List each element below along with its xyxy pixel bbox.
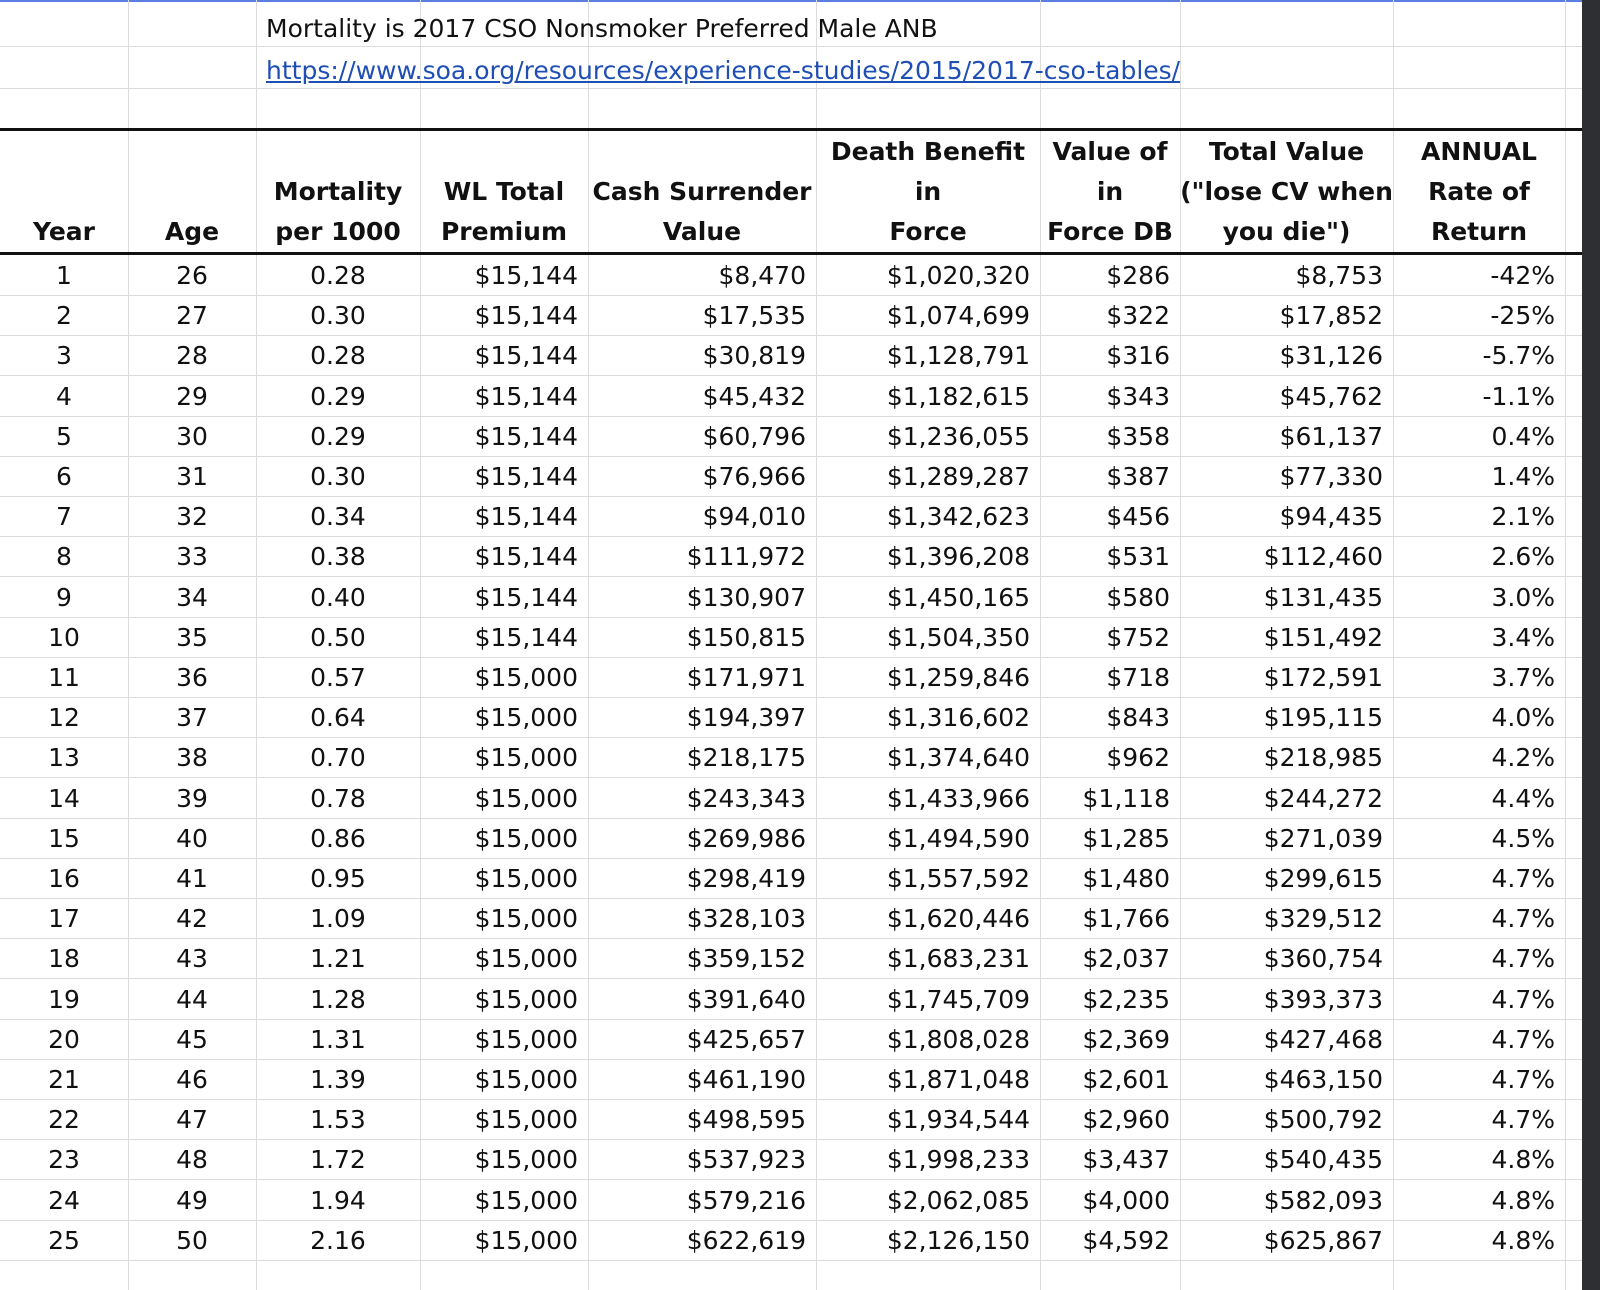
cell-total-value[interactable]: $94,435 [1279,502,1383,532]
cell-mortality[interactable]: 1.39 [310,1065,366,1094]
table-row [0,938,1582,979]
cell-cash-surrender[interactable]: $150,815 [686,622,806,652]
cell-premium[interactable]: $15,000 [474,984,578,1014]
cell-annual-return[interactable]: -25% [1490,301,1555,331]
cell-value-in-force-db[interactable]: $387 [1106,462,1170,491]
cell-cash-surrender[interactable]: $94,010 [702,502,806,532]
cell-age[interactable]: 47 [176,1105,208,1135]
cell-premium[interactable]: $15,000 [474,944,578,974]
cell-total-value[interactable]: $299,615 [1263,864,1383,893]
cell-year[interactable]: 2 [56,301,72,331]
cell-death-benefit[interactable]: $1,074,699 [886,301,1030,331]
cell-annual-return[interactable]: 4.7% [1491,864,1555,893]
cell-cash-surrender[interactable]: $218,175 [686,743,806,773]
cell-mortality[interactable]: 1.21 [310,944,366,974]
cell-total-value[interactable]: $17,852 [1279,301,1383,331]
cell-cash-surrender[interactable]: $328,103 [686,904,806,934]
cell-year[interactable]: 21 [48,1065,80,1094]
cell-age[interactable]: 34 [176,582,208,612]
table-row [0,1099,1582,1140]
cell-year[interactable]: 10 [48,622,80,652]
cell-value-in-force-db[interactable]: $286 [1106,261,1170,290]
cell-annual-return[interactable]: 4.7% [1491,1065,1555,1094]
cell-total-value[interactable]: $427,468 [1263,1024,1383,1054]
cell-value-in-force-db[interactable]: $3,437 [1082,1145,1170,1175]
table-row [0,979,1582,1020]
cell-age[interactable]: 33 [176,542,208,572]
cell-year[interactable]: 14 [48,783,80,813]
cell-year[interactable]: 23 [48,1145,80,1175]
table-row [0,737,1582,778]
cell-year[interactable]: 12 [48,703,80,733]
cell-cash-surrender[interactable]: $269,986 [686,823,806,853]
cell-annual-return[interactable]: -1.1% [1482,381,1555,411]
cell-year[interactable]: 20 [48,1024,80,1054]
cell-year[interactable]: 11 [48,663,80,692]
cell-year[interactable]: 16 [48,864,80,893]
cell-mortality[interactable]: 0.86 [310,823,366,853]
cell-year[interactable]: 18 [48,944,80,974]
cell-total-value[interactable]: $131,435 [1263,582,1383,612]
cell-total-value[interactable]: $8,753 [1295,261,1383,290]
cell-age[interactable]: 37 [176,703,208,733]
table-row [0,1059,1582,1100]
cell-death-benefit[interactable]: $1,236,055 [886,421,1030,451]
cell-value-in-force-db[interactable]: $2,369 [1082,1024,1170,1054]
cell-mortality[interactable]: 0.50 [310,622,366,652]
cell-cash-surrender[interactable]: $461,190 [686,1065,806,1094]
cell-total-value[interactable]: $112,460 [1263,542,1383,572]
window-edge [1582,0,1600,1290]
cell-age[interactable]: 40 [176,823,208,853]
cell-premium[interactable]: $15,000 [474,703,578,733]
cell-premium[interactable]: $15,000 [474,783,578,813]
cell-cash-surrender[interactable]: $194,397 [686,703,806,733]
sheet-top-border [0,0,1582,2]
sheet-title-note: Mortality is 2017 CSO Nonsmoker Preferred Male ANB [266,14,938,43]
cell-total-value[interactable]: $61,137 [1279,421,1383,451]
cell-cash-surrender[interactable]: $8,470 [718,261,806,290]
cell-value-in-force-db[interactable]: $4,000 [1082,1185,1170,1215]
cell-annual-return[interactable]: 4.8% [1491,1185,1555,1215]
cell-mortality[interactable]: 0.95 [310,864,366,893]
cell-death-benefit[interactable]: $1,620,446 [886,904,1030,934]
cell-premium[interactable]: $15,144 [474,381,578,411]
cell-cash-surrender[interactable]: $60,796 [702,421,806,451]
cell-death-benefit[interactable]: $1,374,640 [886,743,1030,773]
cell-mortality[interactable]: 1.28 [310,984,366,1014]
table-row [0,617,1582,658]
cell-value-in-force-db[interactable]: $2,601 [1082,1065,1170,1094]
cell-death-benefit[interactable]: $1,450,165 [886,582,1030,612]
table-row [0,898,1582,939]
table-header-row [0,131,1582,252]
cell-total-value[interactable]: $195,115 [1263,703,1383,733]
cell-age[interactable]: 26 [176,261,208,290]
table-row [0,376,1582,417]
cell-death-benefit[interactable]: $1,396,208 [886,542,1030,572]
cell-mortality[interactable]: 0.28 [310,341,366,371]
cell-annual-return[interactable]: 1.4% [1491,462,1555,491]
cell-death-benefit[interactable]: $1,683,231 [886,944,1030,974]
cell-premium[interactable]: $15,144 [474,622,578,652]
cell-year[interactable]: 25 [48,1225,80,1255]
cell-value-in-force-db[interactable]: $962 [1106,743,1170,773]
cell-year[interactable]: 7 [56,502,72,532]
cell-annual-return[interactable]: 4.7% [1491,1024,1555,1054]
cell-death-benefit[interactable]: $2,062,085 [886,1185,1030,1215]
table-row [0,577,1582,618]
cell-annual-return[interactable]: 4.7% [1491,984,1555,1014]
cell-total-value[interactable]: $393,373 [1263,984,1383,1014]
cell-value-in-force-db[interactable]: $456 [1106,502,1170,532]
column-header-death-benefit[interactable]: Death Benefit in Force [830,137,1026,246]
table-row [0,536,1582,577]
cell-age[interactable]: 27 [176,301,208,331]
cell-age[interactable]: 30 [176,421,208,451]
cell-death-benefit[interactable]: $1,504,350 [886,622,1030,652]
cell-death-benefit[interactable]: $1,808,028 [886,1024,1030,1054]
table-row [0,255,1582,296]
cell-mortality[interactable]: 0.29 [310,381,366,411]
cell-age[interactable]: 43 [176,944,208,974]
cell-premium[interactable]: $15,000 [474,1145,578,1175]
cell-value-in-force-db[interactable]: $1,285 [1082,823,1170,853]
cell-death-benefit[interactable]: $1,259,846 [886,663,1030,692]
cell-mortality[interactable]: 0.28 [310,261,366,290]
table-row [0,1019,1582,1060]
cell-mortality[interactable]: 1.72 [310,1145,366,1175]
cell-year[interactable]: 22 [48,1105,80,1135]
cell-premium[interactable]: $15,144 [474,341,578,371]
cell-year[interactable]: 3 [56,341,72,371]
cell-value-in-force-db[interactable]: $1,118 [1082,783,1170,813]
cell-annual-return[interactable]: 4.5% [1491,823,1555,853]
cell-annual-return[interactable]: 2.1% [1491,502,1555,532]
cell-value-in-force-db[interactable]: $752 [1106,622,1170,652]
cell-premium[interactable]: $15,144 [474,421,578,451]
cell-death-benefit[interactable]: $1,020,320 [886,261,1030,290]
cell-year[interactable]: 19 [48,984,80,1014]
cell-year[interactable]: 1 [56,261,72,290]
cell-cash-surrender[interactable]: $391,640 [686,984,806,1014]
cell-age[interactable]: 41 [176,864,208,893]
cell-total-value[interactable]: $244,272 [1263,783,1383,813]
cell-year[interactable]: 15 [48,823,80,853]
cell-value-in-force-db[interactable]: $1,766 [1082,904,1170,934]
cell-value-in-force-db[interactable]: $2,037 [1082,944,1170,974]
cell-age[interactable]: 36 [176,663,208,692]
cell-premium[interactable]: $15,000 [474,823,578,853]
cell-annual-return[interactable]: 3.7% [1491,663,1555,692]
cell-cash-surrender[interactable]: $359,152 [686,944,806,974]
cell-value-in-force-db[interactable]: $531 [1106,542,1170,572]
table-row [0,335,1582,376]
cell-mortality[interactable]: 1.31 [310,1024,366,1054]
cell-premium[interactable]: $15,000 [474,1225,578,1255]
table-row [0,456,1582,497]
cell-mortality[interactable]: 1.53 [310,1105,366,1135]
cell-value-in-force-db[interactable]: $843 [1106,703,1170,733]
cell-age[interactable]: 38 [176,743,208,773]
cell-total-value[interactable]: $172,591 [1263,663,1383,692]
cell-total-value[interactable]: $77,330 [1279,462,1383,491]
table-row [0,1180,1582,1221]
table-row [0,657,1582,698]
cell-annual-return[interactable]: -5.7% [1482,341,1555,371]
cell-age[interactable]: 35 [176,622,208,652]
cell-premium[interactable]: $15,144 [474,462,578,491]
cell-death-benefit[interactable]: $1,871,048 [886,1065,1030,1094]
table-row [0,496,1582,537]
cell-premium[interactable]: $15,000 [474,1024,578,1054]
cell-death-benefit[interactable]: $1,998,233 [886,1145,1030,1175]
cell-age[interactable]: 32 [176,502,208,532]
cell-age[interactable]: 28 [176,341,208,371]
cell-age[interactable]: 31 [176,462,208,491]
cell-premium[interactable]: $15,000 [474,904,578,934]
cell-year[interactable]: 17 [48,904,80,934]
cell-mortality[interactable]: 0.64 [310,703,366,733]
column-header-mortality[interactable]: Mortality per 1000 [273,177,403,246]
cell-cash-surrender[interactable]: $622,619 [686,1225,806,1255]
table-row [0,295,1582,336]
cell-total-value[interactable]: $500,792 [1263,1105,1383,1135]
cell-year[interactable]: 13 [48,743,80,773]
cell-death-benefit[interactable]: $1,128,791 [886,341,1030,371]
table-row [0,1220,1582,1261]
cell-mortality[interactable]: 0.30 [310,301,366,331]
column-header-value-in-force-db[interactable]: Value of in Force DB [1047,137,1173,246]
cell-cash-surrender[interactable]: $30,819 [702,341,806,371]
cell-cash-surrender[interactable]: $171,971 [686,663,806,692]
cell-death-benefit[interactable]: $2,126,150 [886,1225,1030,1255]
cell-cash-surrender[interactable]: $130,907 [686,582,806,612]
cell-annual-return[interactable]: 4.2% [1491,743,1555,773]
cell-death-benefit[interactable]: $1,557,592 [886,864,1030,893]
cell-total-value[interactable]: $540,435 [1263,1145,1383,1175]
cell-age[interactable]: 44 [176,984,208,1014]
cell-age[interactable]: 39 [176,783,208,813]
cell-total-value[interactable]: $218,985 [1263,743,1383,773]
column-header-premium[interactable]: WL Total Premium [440,177,568,246]
cell-age[interactable]: 42 [176,904,208,934]
cell-mortality[interactable]: 0.30 [310,462,366,491]
row-gridline [0,46,1582,47]
source-link[interactable]: https://www.soa.org/resources/experience-studies/2015/2017-cso-tables/ [266,56,1181,85]
table-row [0,858,1582,899]
cell-total-value[interactable]: $463,150 [1263,1065,1383,1094]
cell-cash-surrender[interactable]: $45,432 [702,381,806,411]
cell-cash-surrender[interactable]: $579,216 [686,1185,806,1215]
cell-death-benefit[interactable]: $1,745,709 [886,984,1030,1014]
cell-annual-return[interactable]: -42% [1490,261,1555,290]
cell-cash-surrender[interactable]: $298,419 [686,864,806,893]
cell-death-benefit[interactable]: $1,433,966 [886,783,1030,813]
cell-value-in-force-db[interactable]: $718 [1106,663,1170,692]
column-header-total-value[interactable]: Total Value ("lose CV when you die") [1180,137,1393,246]
cell-death-benefit[interactable]: $1,316,602 [886,703,1030,733]
column-header-annual-return[interactable]: ANNUAL Rate of Return [1420,137,1537,246]
cell-value-in-force-db[interactable]: $358 [1106,421,1170,451]
column-header-age[interactable]: Age [164,217,220,246]
cell-value-in-force-db[interactable]: $343 [1106,381,1170,411]
cell-premium[interactable]: $15,144 [474,582,578,612]
cell-cash-surrender[interactable]: $243,343 [686,783,806,813]
cell-mortality[interactable]: 0.78 [310,783,366,813]
cell-mortality[interactable]: 0.29 [310,421,366,451]
cell-premium[interactable]: $15,000 [474,1105,578,1135]
cell-total-value[interactable]: $329,512 [1263,904,1383,934]
cell-value-in-force-db[interactable]: $1,480 [1082,864,1170,893]
cell-age[interactable]: 46 [176,1065,208,1094]
cell-mortality[interactable]: 0.34 [310,502,366,532]
cell-cash-surrender[interactable]: $17,535 [702,301,806,331]
cell-death-benefit[interactable]: $1,934,544 [886,1105,1030,1135]
column-header-cash-surrender[interactable]: Cash Surrender Value [592,177,812,246]
cell-premium[interactable]: $15,144 [474,261,578,290]
cell-annual-return[interactable]: 4.4% [1491,783,1555,813]
cell-mortality[interactable]: 0.70 [310,743,366,773]
cell-cash-surrender[interactable]: $537,923 [686,1145,806,1175]
cell-mortality[interactable]: 1.09 [310,904,366,934]
cell-annual-return[interactable]: 4.8% [1491,1145,1555,1175]
cell-premium[interactable]: $15,000 [474,663,578,692]
cell-annual-return[interactable]: 4.0% [1491,703,1555,733]
cell-premium[interactable]: $15,000 [474,1185,578,1215]
cell-total-value[interactable]: $625,867 [1263,1225,1383,1255]
cell-death-benefit[interactable]: $1,182,615 [886,381,1030,411]
cell-annual-return[interactable]: 3.4% [1491,622,1555,652]
cell-annual-return[interactable]: 4.7% [1491,904,1555,934]
cell-total-value[interactable]: $151,492 [1263,622,1383,652]
cell-total-value[interactable]: $360,754 [1263,944,1383,974]
cell-value-in-force-db[interactable]: $2,960 [1082,1105,1170,1135]
cell-cash-surrender[interactable]: $498,595 [686,1105,806,1135]
table-row [0,778,1582,819]
cell-mortality[interactable]: 0.40 [310,582,366,612]
cell-value-in-force-db[interactable]: $4,592 [1082,1225,1170,1255]
cell-death-benefit[interactable]: $1,494,590 [886,823,1030,853]
cell-total-value[interactable]: $582,093 [1263,1185,1383,1215]
cell-annual-return[interactable]: 4.8% [1491,1225,1555,1255]
cell-death-benefit[interactable]: $1,342,623 [886,502,1030,532]
table-row [0,1139,1582,1180]
cell-premium[interactable]: $15,144 [474,502,578,532]
cell-age[interactable]: 48 [176,1145,208,1175]
cell-premium[interactable]: $15,144 [474,301,578,331]
cell-premium[interactable]: $15,144 [474,542,578,572]
cell-mortality[interactable]: 2.16 [310,1225,366,1255]
cell-year[interactable]: 5 [56,421,72,451]
cell-annual-return[interactable]: 3.0% [1491,582,1555,612]
cell-cash-surrender[interactable]: $111,972 [686,542,806,572]
cell-cash-surrender[interactable]: $76,966 [702,462,806,491]
table-row [0,697,1582,738]
row-gridline [0,88,1582,89]
cell-annual-return[interactable]: 4.7% [1491,944,1555,974]
cell-value-in-force-db[interactable]: $580 [1106,582,1170,612]
cell-total-value[interactable]: $31,126 [1279,341,1383,371]
column-header-year[interactable]: Year [33,217,95,246]
cell-mortality[interactable]: 0.38 [310,542,366,572]
cell-year[interactable]: 4 [56,381,72,411]
cell-year[interactable]: 6 [56,462,72,491]
cell-annual-return[interactable]: 4.7% [1491,1105,1555,1135]
cell-value-in-force-db[interactable]: $2,235 [1082,984,1170,1014]
cell-value-in-force-db[interactable]: $316 [1106,341,1170,371]
cell-year[interactable]: 9 [56,582,72,612]
table-row [0,818,1582,859]
cell-year[interactable]: 24 [48,1185,80,1215]
cell-year[interactable]: 8 [56,542,72,572]
cell-total-value[interactable]: $45,762 [1279,381,1383,411]
cell-mortality[interactable]: 1.94 [310,1185,366,1215]
cell-premium[interactable]: $15,000 [474,1065,578,1094]
cell-mortality[interactable]: 0.57 [310,663,366,692]
cell-death-benefit[interactable]: $1,289,287 [886,462,1030,491]
cell-annual-return[interactable]: 2.6% [1491,542,1555,572]
table-row [0,416,1582,457]
cell-age[interactable]: 29 [176,381,208,411]
cell-total-value[interactable]: $271,039 [1263,823,1383,853]
cell-premium[interactable]: $15,000 [474,864,578,893]
cell-age[interactable]: 50 [176,1225,208,1255]
cell-age[interactable]: 49 [176,1185,208,1215]
cell-premium[interactable]: $15,000 [474,743,578,773]
cell-cash-surrender[interactable]: $425,657 [686,1024,806,1054]
cell-age[interactable]: 45 [176,1024,208,1054]
cell-value-in-force-db[interactable]: $322 [1106,301,1170,331]
cell-annual-return[interactable]: 0.4% [1491,421,1555,451]
